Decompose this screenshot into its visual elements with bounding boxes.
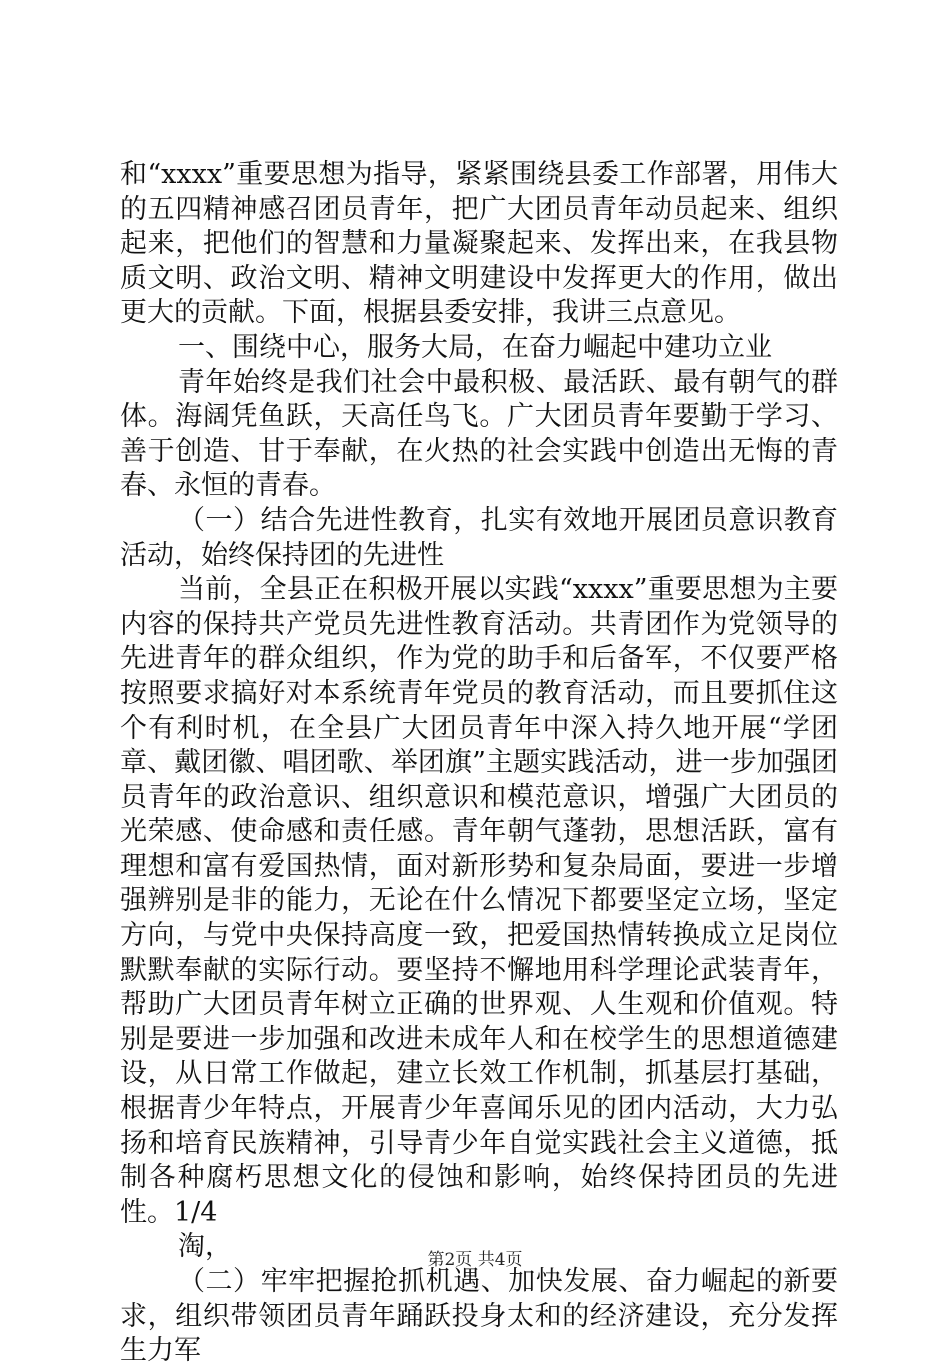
- subheading-1: （一）结合先进性教育，扎实有效地开展团员意识教育活动，始终保持团的先进性: [120, 504, 838, 571]
- paragraph-youth: 青年始终是我们社会中最积极、最活跃、最有朝气的群体。海阔凭鱼跃，天高任鸟飞。广大团员青年要勤于学习、善于创造、甘于奉献，在火热的社会实践中创造出无悔的青春、永恒的青春。: [120, 366, 838, 502]
- paragraph-fragment: 淘，: [178, 1231, 232, 1263]
- document-body: [120, 158, 838, 1369]
- paragraph-intro-continuation: 和“xxxx”重要思想为指导，紧紧围绕县委工作部署，用伟大的五四精神感召团员青年，把广大团员青年动员起来、组织起来，把他们的智慧和力量凝聚起来、发挥出来，在我县物质文明、政治文明、精神文明建设中发挥更大的作用，做出更大的贡献。下面，根据县委安排，我讲三点意见。: [120, 159, 838, 329]
- subheading-2: （二）牢牢把握抢抓机遇、加快发展、奋力崛起的新要求，组织带领团员青年踊跃投身太和的经济建设，充分发挥生力军: [120, 1266, 838, 1367]
- paragraph-education: 当前，全县正在积极开展以实践“xxxx”重要思想为主要内容的保持共产党员先进性教育活动。共青团作为党领导的先进青年的群众组织，作为党的助手和后备军，不仅要严格按照要求搞好对本系统青年党员的教育活动，而且要抓住这个有利时机，在全县广大团员青年中深入持久地开展“学团章、戴团徽、唱团歌、举团旗”主题实践活动，进一步加强团员青年的政治意识、组织意识和模范意识，增强广大团员的光荣感、使命感和责任感。青年朝气蓬勃，思想活跃，富有理想和富有爱国热情，面对新形势和复杂局面，要进一步增强辨别是非的能力，无论在什么情况下都要坚定立场，坚定方向，与党中央保持高度一致，把爱国热情转换成立足岗位默默奉献的实际行动。要坚持不懈地用科学理论武装青年，帮助广大团员青年树立正确的世界观、人生观和价值观。特别是要进一步加强和改进未成年人和在校学生的思想道德建设，从日常工作做起，建立长效工作机制，抓基层打基础，根据青少年特点，开展青少年喜闻乐见的团内活动，大力弘扬和培育民族精神，引导青少年自觉实践社会主义道德，抵制各种腐朽思想文化的侵蚀和影响，始终保持团员的先进性。1/4: [120, 574, 838, 1228]
- section-heading-1: 一、围绕中心，服务大局，在奋力崛起中建功立业: [178, 331, 772, 363]
- page-footer: 第2页 共4页: [427, 1250, 523, 1270]
